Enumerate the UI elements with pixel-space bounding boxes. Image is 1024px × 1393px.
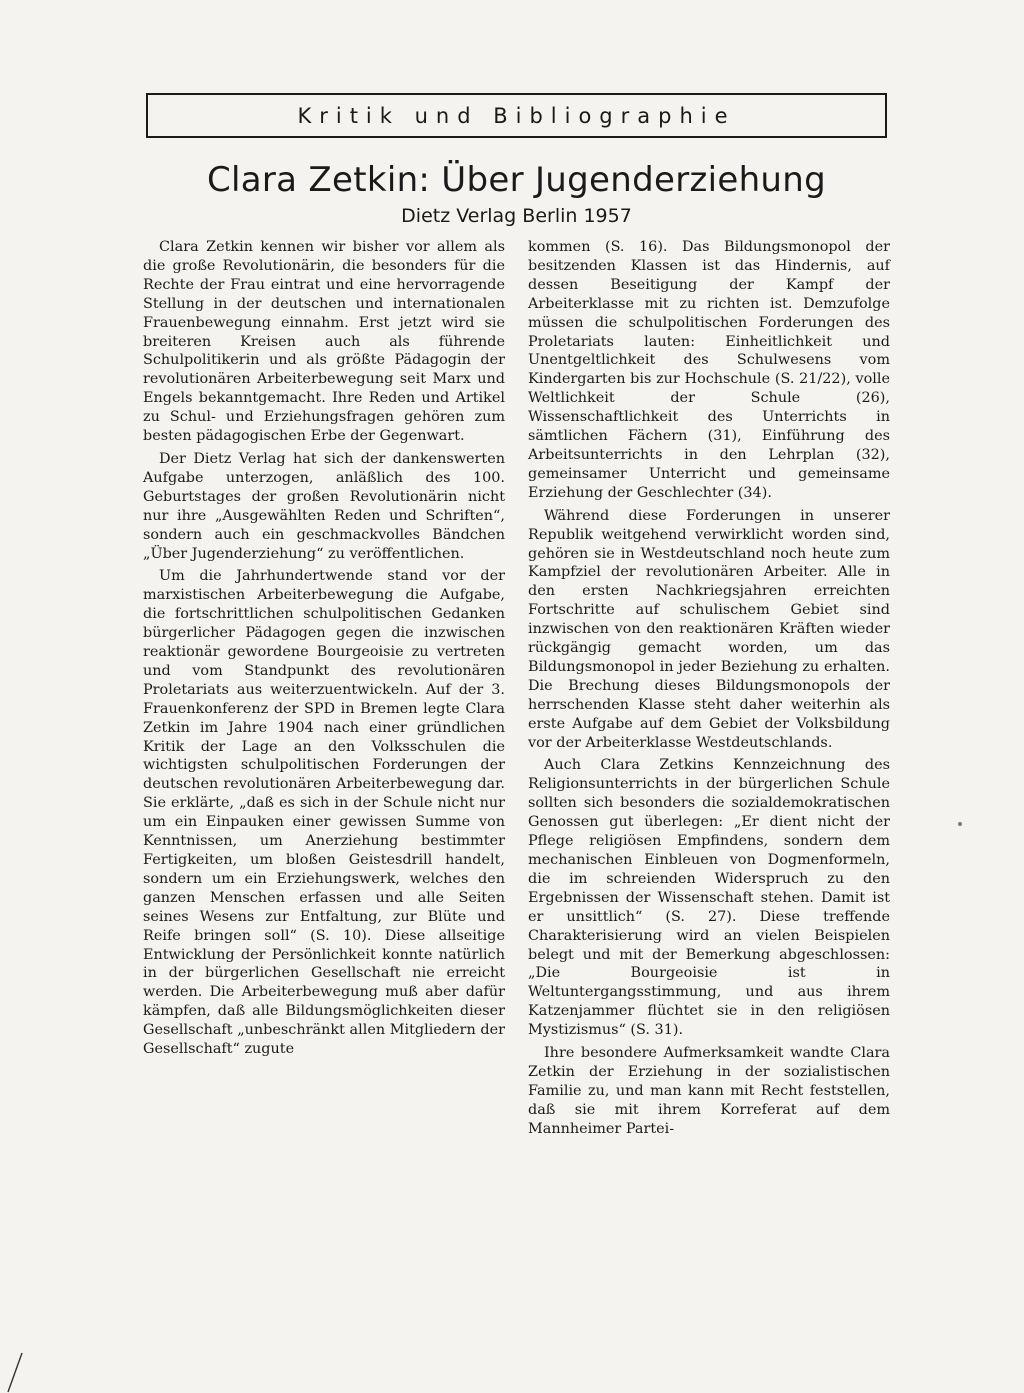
paragraph: Clara Zetkin kennen wir bisher vor allem als die große Revolutionärin, die besonders für die Rechte der Frau eintrat und eine hervorragende Stellung in der deutschen und internationalen Frauenbewegung einnahm. Erst jetzt wird sie breiteren Kreisen auch als führende Schulpolitikerin und als größte Pädagogin der revolutionären Arbeiterbewegung seit Marx und Engels bekanntgemacht. Ihre Reden und Artikel zu Schul- und Erziehungsfragen gehören zum besten pädagogischen Erbe der Gegenwart. — [143, 239, 505, 445]
paragraph: Der Dietz Verlag hat sich der dankenswerten Aufgabe unterzogen, anläßlich des 100. Geburtstages der großen Revolutionärin nicht nur ihre „Ausgewählten Reden und Schriften“, sondern auch ein geschmackvolles Bändchen „Über Jugenderziehung“ zu veröffentlichen. — [143, 450, 505, 562]
paragraph: Auch Clara Zetkins Kennzeichnung des Religionsunterrichts in der bürgerlichen Schule sollten sich besonders die sozialdemokratischen Genossen gut überlegen: „Er dient nicht der Pflege religiösen Empfindens, sondern dem mechanischen Einbleuen von Dogmenformeln, die im schreienden Widerspruch zu den Ergebnissen der Wissenschaft stehen. Damit ist er unsittlich“ (S. 27). Diese treffende Charakterisierung wird an vielen Beispielen belegt und mit der Bemerkung abgeschlossen: „Die Bourgeoisie ist in Weltuntergangsstimmung, und aus ihrem Katzenjammer flüchtet sie in den religiösen Mystizismus“ (S. 31). — [528, 757, 890, 1039]
left-column — [143, 238, 505, 1063]
section-header-box — [146, 93, 887, 138]
pencil-mark — [4, 1352, 26, 1393]
right-column — [528, 238, 890, 1143]
paragraph: kommen (S. 16). Das Bildungsmonopol der besitzenden Klassen ist das Hindernis, auf dessen Beseitigung der Kampf der Arbeiterklasse mit zu richten ist. Demzufolge müssen die schulpolitischen Forderungen des Proletariats lauten: Einheitlichkeit und Unentgeltlichkeit des Schulwesens vom Kindergarten bis zur Hochschule (S. 21/22), volle Weltlichkeit der Schule (26), Wissenschaftlichkeit des Unterrichts in sämtlichen Fächern (31), Einführung des Arbeitsunterrichts in den Lehrplan (32), gemeinsamer Unterricht und gemeinsame Erziehung der Geschlechter (34). — [528, 239, 890, 501]
section-label: Kritik und Bibliographie — [297, 103, 736, 128]
paragraph: Um die Jahrhundertwende stand vor der marxistischen Arbeiterbewegung die Aufgabe, die fortschrittlichen schulpolitischen Gedanken bürgerlicher Pädagogen gegen die inzwischen reaktionär gewordene Bourgeoisie zu vertreten und vom Standpunkt des revolutionären Proletariats aus weiterzuentwickeln. Auf der 3. Frauenkonferenz der SPD in Bremen legte Clara Zetkin im Jahre 1904 nach einer gründlichen Kritik der Lage an den Volksschulen die wichtigsten schulpolitischen Forderungen der deutschen revolutionären Arbeiterbewegung dar. Sie erklärte, „daß es sich in der Schule nicht nur um ein Einpauken einer gewissen Summe von Kenntnissen, um Anerziehung bestimmter Fertigkeiten, um bloßen Geistesdrill handelt, sondern um ein Erziehungswerk, welches den ganzen Menschen erfassen und alle Seiten seines Wesens zur Entfaltung, zur Blüte und Reife bringen soll“ (S. 10). Diese allseitige Entwicklung der Persönlichkeit konnte natürlich in der bürgerlichen Gesellschaft nie erreicht werden. Die Arbeiterbewegung muß aber dafür kämpfen, daß alle Bildungsmöglichkeiten dieser Gesellschaft „unbeschränkt allen Mitgliedern der Gesellschaft“ zugute — [143, 568, 505, 1058]
speck-mark — [958, 822, 962, 826]
article-title: Clara Zetkin: Über Jugenderziehung — [206, 160, 827, 200]
paragraph: Während diese Forderungen in unserer Republik weitgehend verwirklicht worden sind, gehören sie in Westdeutschland noch heute zum Kampfziel der revolutionären Arbeiter. Alle in den ersten Nachkriegsjahren erreichten Fortschritte auf schulischem Gebiet sind inzwischen von den reaktionären Kräften wieder rückgängig gemacht worden, um das Bildungsmonopol in jeder Beziehung zu erhalten. Die Brechung dieses Bildungsmonopols der herrschenden Klasse steht daher weiterhin als erste Aufgabe auf dem Gebiet der Volksbildung vor der Arbeiterklasse Westdeutschlands. — [528, 507, 890, 751]
paragraph: Ihre besondere Aufmerksamkeit wandte Clara Zetkin der Erziehung in der sozialistischen Familie zu, und man kann mit Recht feststellen, daß sie mit ihrem Korreferat auf dem Mannheimer Partei- — [528, 1045, 890, 1137]
article-subtitle: Dietz Verlag Berlin 1957 — [401, 205, 632, 227]
